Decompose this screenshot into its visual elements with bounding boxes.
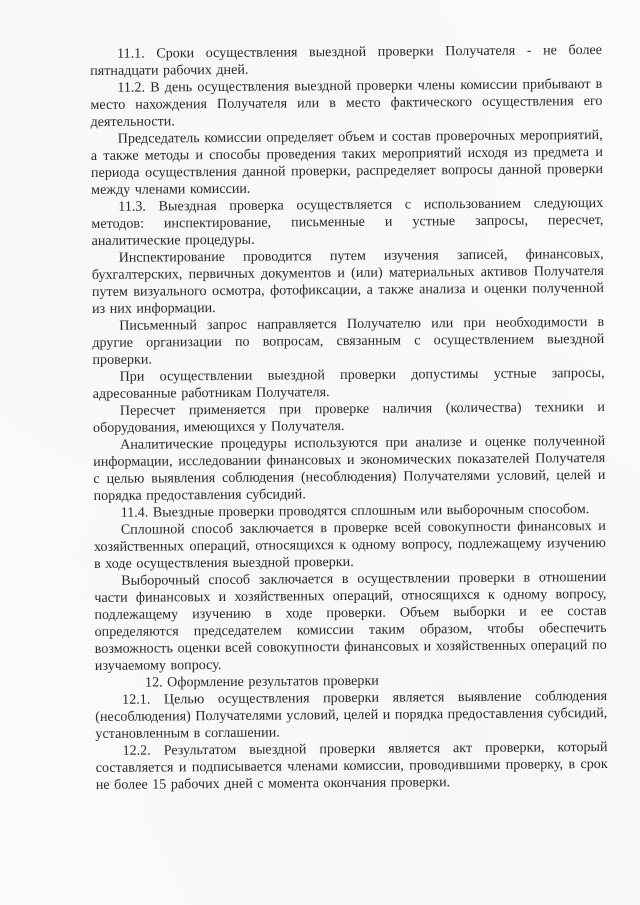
paragraph-11-1: 11.1. Сроки осуществления выездной проверки Получателя - не более пятнадцати рабочих дней.	[90, 41, 603, 79]
paragraph-recount: Пересчет применяется при проверке наличия (количества) техники и оборудования, имеющихся у Получателя.	[92, 398, 605, 436]
paragraph-12-1: 12.1. Целью осуществления проверки является выявление соблюдения (несоблюдения) Получателями условий, целей и порядка предоставления субсидий, установленным в соглашении.	[95, 687, 608, 742]
paragraph-chairman-duties: Председатель комиссии определяет объем и состав проверочных мероприятий, а также методы и способы проведения таких мероприятий исходя из предмета и периода осуществления данной проверки, распределяет вопросы данной проверки между членами комиссии.	[90, 126, 604, 198]
paragraph-continuous-method: Сплошной способ заключается в проверке всей совокупности финансовых и хозяйственных операций, относящихся к одному вопросу, подлежащему изучению в ходе осуществления выездной проверки.	[93, 517, 606, 572]
paragraph-12-2: 12.2. Результатом выездной проверки является акт проверки, который составляется и подписывается членами комиссии, проводившими проверку, в срок не более 15 рабочих дней с момента окончания проверки.	[95, 738, 608, 793]
paragraph-analytical-procedures: Аналитические процедуры используются при анализе и оценке полученной информации, исследовании финансовых и экономических показателей Получателя с целью выявления соблюдения (несоблюдения) Получателями условий, целей и порядка предоставления субсидий.	[93, 432, 606, 504]
paragraph-11-4: 11.4. Выездные проверки проводятся сплошным или выборочным способом.	[120, 501, 590, 521]
section-heading-12: 12. Оформление результатов проверки	[144, 672, 379, 691]
paragraph-sampling-method: Выборочный способ заключается в осуществлении проверки в отношении части финансовых и хозяйственных операций, относящихся к одному вопросу, подлежащему изучению в ходе проверки. Объем выборки и ее состав определяются председателем комиссии таким образом, чтобы обеспечить возможность оценки всей совокупности финансовых и хозяйственных операций по изучаемому вопросу.	[94, 568, 607, 674]
paragraph-oral-request: При осуществлении выездной проверки допустимы устные запросы, адресованные работникам Получателя.	[92, 364, 605, 402]
paragraph-written-request: Письменный запрос направляется Получателю или при необходимости в другие организации по вопросам, связанным с осуществлением выездной проверки.	[92, 313, 605, 368]
paragraph-inspection: Инспектирование проводится путем изучения записей, финансовых, бухгалтерских, первичных документов и (или) материальных активов Получателя путем визуального осмотра, фотофиксации, а также анализа и оценки полученной из них информации.	[91, 245, 604, 317]
paragraph-11-3: 11.3. Выездная проверка осуществляется с использованием следующих методов: инспектирование, письменные и устные запросы, пересчет, аналитические процедуры.	[91, 194, 604, 249]
paragraph-11-2: 11.2. В день осуществления выездной проверки члены комиссии прибывают в место нахождения Получателя или в место фактического осуществления его деятельности.	[90, 75, 603, 130]
document-body	[90, 42, 608, 794]
